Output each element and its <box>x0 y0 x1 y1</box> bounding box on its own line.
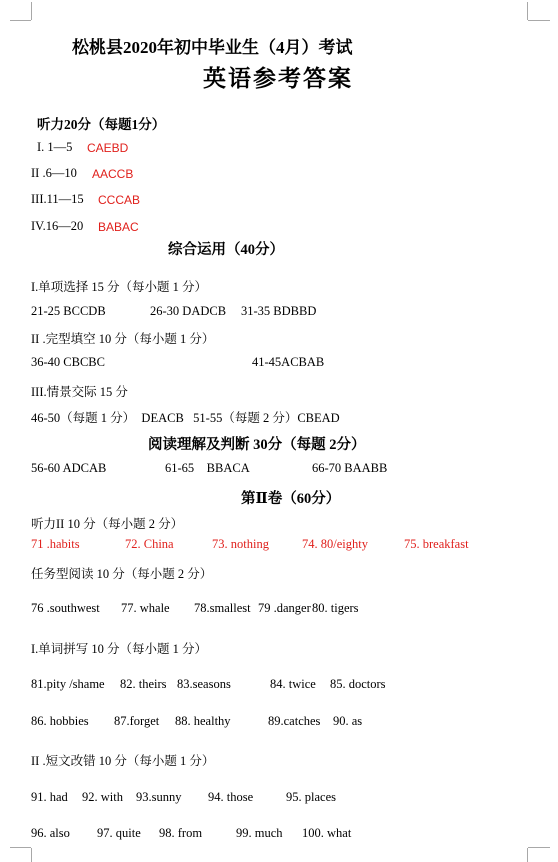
comprehensive-heading: 综合运用（40分） <box>168 242 284 258</box>
cloze-answer: 41-45ACBAB <box>252 355 325 369</box>
spelling-answer: 82. theirs <box>120 677 167 691</box>
task-reading-answer: 80. tigers <box>312 601 359 615</box>
listening2-heading: 听力II 10 分（每小题 2 分） <box>31 517 184 531</box>
spelling-answer: 84. twice <box>270 677 316 691</box>
single-choice-answer: 21-25 BCCDB <box>31 304 106 318</box>
dialogue-answers: 46-50（每题 1 分） DEACB 51-55（每题 2 分）CBEAD <box>31 411 340 425</box>
reading-answer: 56-60 ADCAB <box>31 461 107 475</box>
spelling-answer: 87.forget <box>114 714 160 728</box>
crop-mark-top-right-v <box>527 2 528 20</box>
cloze-heading: II .完型填空 10 分（每小题 1 分） <box>31 332 215 346</box>
single-choice-answer: 31-35 BDBBD <box>241 304 317 318</box>
crop-mark-bottom-right-v <box>527 848 528 862</box>
listening-item-label: IV.16—20 <box>31 219 84 233</box>
listening-item-label: III.11—15 <box>31 192 84 206</box>
task-reading-answer: 76 .southwest <box>31 601 100 615</box>
spelling-answer: 81.pity /shame <box>31 677 105 691</box>
spelling-answer: 83.seasons <box>177 677 231 691</box>
document-title-line1: 松桃县2020年初中毕业生（4月）考试 <box>72 38 353 57</box>
correction-answer: 100. what <box>302 826 352 840</box>
listening2-answer: 72. China <box>125 537 174 551</box>
spelling-answer: 86. hobbies <box>31 714 89 728</box>
correction-answer: 95. places <box>286 790 336 804</box>
crop-mark-top-right-h <box>528 20 550 21</box>
reading-heading: 阅读理解及判断 30分（每题 2分） <box>148 437 366 453</box>
spelling-answer: 89.catches <box>268 714 321 728</box>
single-choice-answer: 26-30 DADCB <box>150 304 227 318</box>
correction-answer: 99. much <box>236 826 283 840</box>
correction-answer: 92. with <box>82 790 123 804</box>
reading-answer: 66-70 BAABB <box>312 461 388 475</box>
spelling-heading: I.单词拼写 10 分（每小题 1 分） <box>31 642 208 656</box>
part2-heading: 第Ⅱ卷（60分） <box>241 491 341 507</box>
task-reading-heading: 任务型阅读 10 分（每小题 2 分） <box>31 567 213 581</box>
task-reading-answer: 77. whale <box>121 601 170 615</box>
correction-answer: 91. had <box>31 790 68 804</box>
listening-item-label: I. 1—5 <box>37 140 73 154</box>
spelling-answer: 88. healthy <box>175 714 231 728</box>
listening2-answer: 71 .habits <box>31 537 80 551</box>
listening-item-label: II .6—10 <box>31 166 77 180</box>
correction-answer: 96. also <box>31 826 70 840</box>
listening2-answer: 73. nothing <box>212 537 269 551</box>
listening-item-answer: CAEBD <box>87 141 129 155</box>
single-choice-heading: I.单项选择 15 分（每小题 1 分） <box>31 280 208 294</box>
crop-mark-top-left-h <box>10 20 31 21</box>
dialogue-heading: III.情景交际 15 分 <box>31 385 128 399</box>
listening-item-answer: CCCAB <box>98 193 141 207</box>
crop-mark-bottom-left-h <box>10 847 31 848</box>
correction-heading: II .短文改错 10 分（每小题 1 分） <box>31 754 215 768</box>
document-title-line2: 英语参考答案 <box>203 66 353 91</box>
correction-answer: 98. from <box>159 826 203 840</box>
crop-mark-bottom-right-h <box>528 847 550 848</box>
listening-heading: 听力20分（每题1分） <box>37 117 166 132</box>
correction-answer: 93.sunny <box>136 790 182 804</box>
crop-mark-top-left-v <box>31 2 32 20</box>
listening2-answer: 75. breakfast <box>404 537 469 551</box>
crop-mark-bottom-left-v <box>31 848 32 862</box>
reading-answer: 61-65 BBACA <box>165 461 250 475</box>
spelling-answer: 85. doctors <box>330 677 386 691</box>
spelling-answer: 90. as <box>333 714 363 728</box>
listening-item-answer: BABAC <box>98 220 139 234</box>
correction-answer: 94. those <box>208 790 254 804</box>
correction-answer: 97. quite <box>97 826 141 840</box>
listening2-answer: 74. 80/eighty <box>302 537 368 551</box>
task-reading-answer: 79 .danger <box>258 601 311 615</box>
listening-item-answer: AACCB <box>92 167 134 181</box>
task-reading-answer: 78.smallest <box>194 601 251 615</box>
cloze-answer: 36-40 CBCBC <box>31 355 105 369</box>
